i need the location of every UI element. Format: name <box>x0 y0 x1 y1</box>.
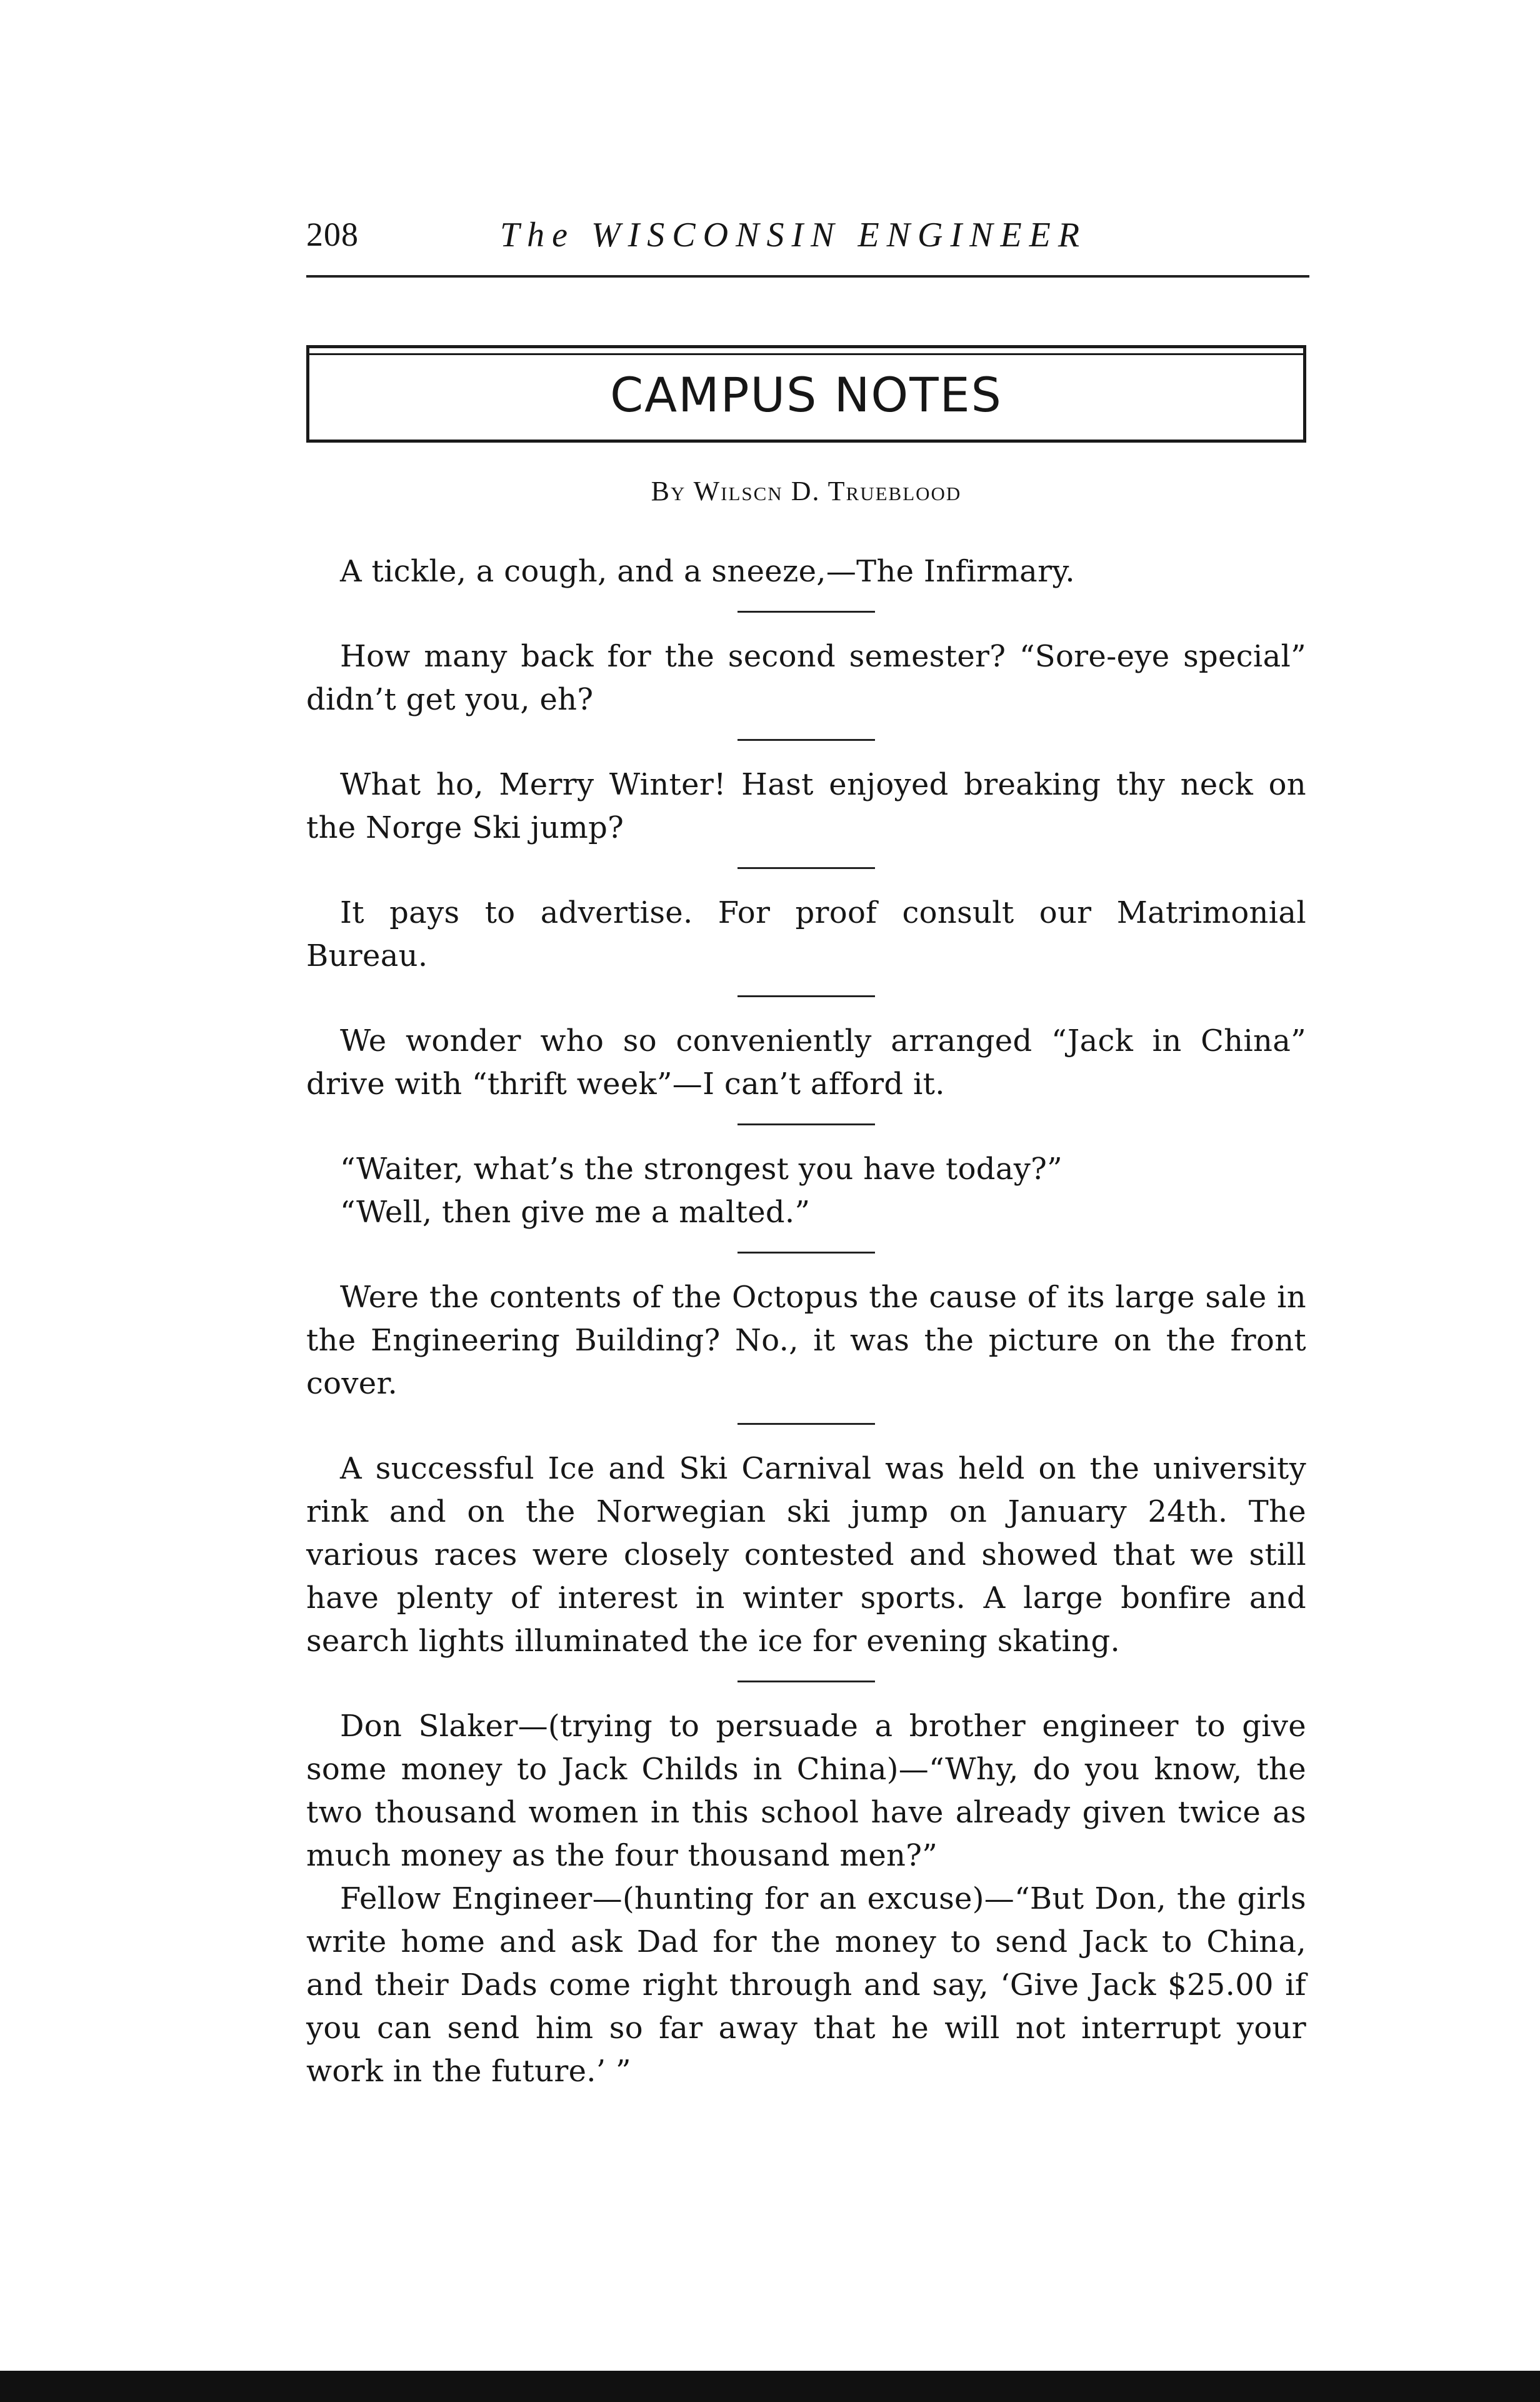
divider-rule <box>738 995 875 997</box>
divider-rule <box>738 1681 875 1682</box>
divider-rule <box>738 1123 875 1125</box>
page-number: 208 <box>306 216 359 253</box>
note-paragraph: Fellow Engineer—(hunting for an excuse)—“But Don, the girls write home and ask Dad for the money to send Jack to China, and their Dads come right through and say, ‘Give Jack $25.00 if you can send him so far away that he will not interrupt your work in the future.’ ” <box>306 1881 1306 2089</box>
note-paragraph: What ho, Merry Winter! Hast enjoyed breaking thy neck on the Norge Ski jump? <box>306 767 1306 845</box>
divider-rule <box>738 1252 875 1254</box>
note-paragraph: A tickle, a cough, and a sneeze,—The Infirmary. <box>340 554 1075 589</box>
divider-rule <box>738 867 875 869</box>
section-title: CAMPUS NOTES <box>610 367 1002 423</box>
note-paragraph: We wonder who so conveniently arranged “Jack in China” drive with “thrift week”—I can’t afford it. <box>306 1023 1306 1102</box>
journal-title: The WISCONSIN ENGINEER <box>500 216 1088 254</box>
note-ski-carnival <box>306 1447 1306 1663</box>
note-jack-in-china <box>306 1020 1306 1106</box>
note-advertise <box>306 892 1306 978</box>
note-second-semester <box>306 635 1306 721</box>
note-paragraph: Don Slaker—(trying to persuade a brother engineer to give some money to Jack Childs in China)—“Why, do you know, the two thousand women in this school have already given twice as much money as the four thousand men?” <box>306 1709 1306 1873</box>
note-paragraph: “Well, then give me a malted.” <box>340 1195 811 1230</box>
note-waiter <box>306 1148 1306 1234</box>
note-octopus <box>306 1276 1306 1405</box>
note-paragraph: A successful Ice and Ski Carnival was held on the university rink and on the Norwegian ski jump on January 24th. The various races were closely contested and showed that we still have plenty of interest in winter sports. A large bonfire and search lights illuminated the ice for evening skating. <box>306 1451 1306 1659</box>
campus-notes <box>306 550 1306 2093</box>
note-paragraph: It pays to advertise. For proof consult our Matrimonial Bureau. <box>306 895 1306 973</box>
note-merry-winter <box>306 763 1306 850</box>
note-paragraph: “Waiter, what’s the strongest you have today?” <box>340 1152 1063 1187</box>
divider-rule <box>738 739 875 741</box>
note-paragraph: Were the contents of the Octopus the cause of its large sale in the Engineering Building? No., it was the picture on the front cover. <box>306 1280 1306 1401</box>
divider-rule <box>738 1423 875 1425</box>
note-paragraph: How many back for the second semester? “Sore-eye special” didn’t get you, eh? <box>306 639 1306 717</box>
running-header <box>306 215 1309 278</box>
byline: By Wilscn D. Trueblood <box>651 476 962 506</box>
note-infirmary <box>306 550 1306 593</box>
section-title-box <box>306 345 1306 443</box>
note-don-slaker <box>306 1705 1306 2093</box>
divider-rule <box>738 611 875 613</box>
scan-edge-bar <box>0 2371 1540 2402</box>
